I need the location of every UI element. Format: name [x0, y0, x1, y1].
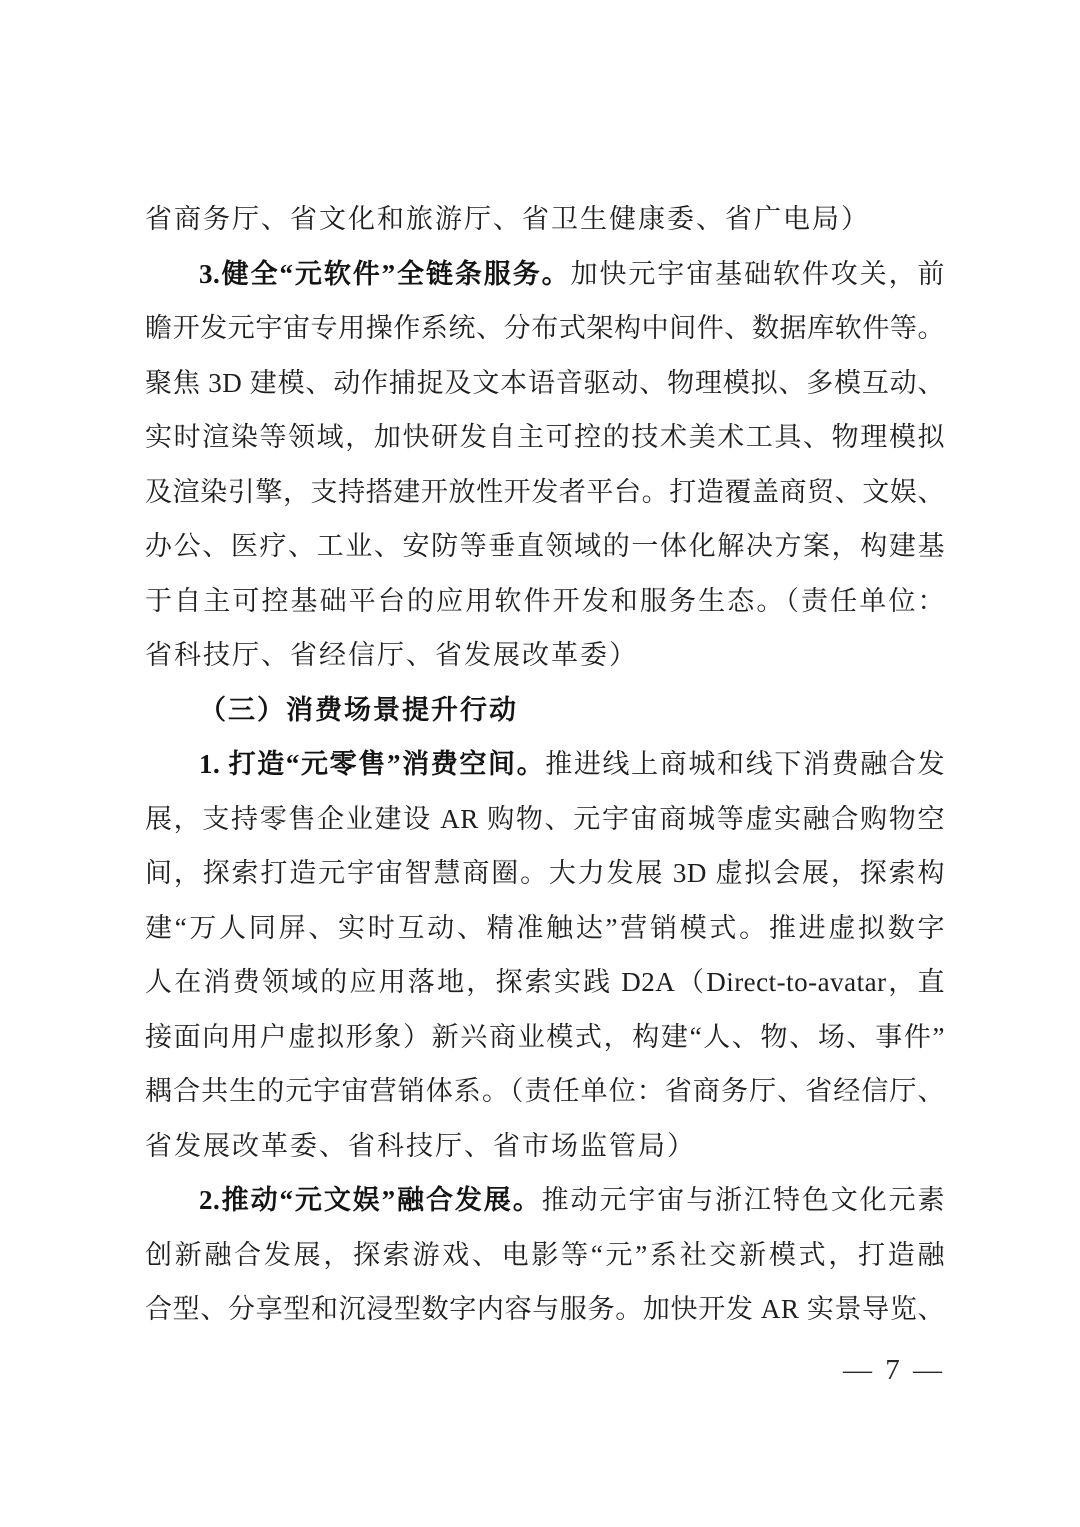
text-line	[145, 792, 945, 847]
text-segment: 省科技厅、省经信厅、省发展改革委）	[145, 640, 638, 670]
text-line	[145, 247, 945, 302]
text-segment: 间，探索打造元宇宙智慧商圈。大力发展 3D 虚拟会展，探索构	[145, 858, 945, 888]
page-number: — 7 —	[843, 1354, 945, 1386]
text-segment: 推进线上商城和线下消费融合发	[545, 749, 945, 779]
text-line	[145, 356, 945, 411]
text-segment: 人在消费领域的应用落地，探索实践 D2A（Direct-to-avatar，直	[145, 967, 945, 997]
text-line	[145, 955, 945, 1010]
text-line	[145, 519, 945, 574]
text-line	[145, 683, 945, 738]
text-segment: 建“万人同屏、实时互动、精准触达”营销模式。推进虚拟数字	[145, 912, 945, 943]
text-line	[145, 1282, 945, 1337]
text-line	[145, 574, 945, 629]
text-segment: 创新融合发展，探索游戏、电影等“元”系社交新模式，打造融	[145, 1239, 945, 1270]
text-line	[145, 901, 945, 956]
text-line	[145, 737, 945, 792]
text-segment: 推动元宇宙与浙江特色文化元素	[541, 1185, 945, 1215]
text-segment: 聚焦 3D 建模、动作捕捉及文本语音驱动、物理模拟、多模互动、	[145, 367, 945, 398]
text-segment: 加快元宇宙基础软件攻关，前	[570, 258, 945, 289]
text-segment: 及渲染引擎，支持搭建开放性开发者平台。打造覆盖商贸、文娱、	[145, 476, 945, 507]
text-line	[145, 1228, 945, 1283]
text-segment: 省商务厅、省文化和旅游厅、省卫生健康委、省广电局）	[145, 204, 870, 234]
text-segment: 实时渲染等领域，加快研发自主可控的技术美术工具、物理模拟	[145, 422, 945, 452]
text-line	[145, 628, 945, 683]
text-segment: 合型、分享型和沉浸型数字内容与服务。加快开发 AR 实景导览、	[145, 1294, 945, 1324]
text-segment: 省发展改革委、省科技厅、省市场监管局）	[145, 1130, 696, 1161]
document-body	[145, 192, 945, 1337]
text-segment: 办公、医疗、工业、安防等垂直领域的一体化解决方案，构建基	[145, 531, 945, 561]
text-segment: 瞻开发元宇宙专用操作系统、分布式架构中间件、数据库软件等。	[145, 313, 945, 343]
text-line	[145, 1173, 945, 1228]
text-line	[145, 301, 945, 356]
bold-text-segment: （三）消费场景提升行动	[199, 694, 518, 725]
bold-text-segment: 1. 打造“元零售”消费空间。	[199, 749, 546, 779]
text-line	[145, 1119, 945, 1174]
text-line	[145, 846, 945, 901]
text-line	[145, 410, 945, 465]
text-segment: 展，支持零售企业建设 AR 购物、元宇宙商城等虚实融合购物空	[145, 803, 945, 834]
text-segment: 耦合共生的元宇宙营销体系。（责任单位：省商务厅、省经信厅、	[145, 1076, 945, 1106]
text-line	[145, 192, 945, 247]
bold-text-segment: 3.健全“元软件”全链条服务。	[199, 258, 571, 289]
text-line	[145, 465, 945, 520]
text-segment: 接面向用户虚拟形象）新兴商业模式，构建“人、物、场、事件”	[145, 1021, 945, 1052]
text-line	[145, 1010, 945, 1065]
bold-text-segment: 2.推动“元文娱”融合发展。	[199, 1185, 542, 1215]
text-line	[145, 1064, 945, 1119]
text-segment: 于自主可控基础平台的应用软件开发和服务生态。（责任单位：	[145, 585, 945, 616]
